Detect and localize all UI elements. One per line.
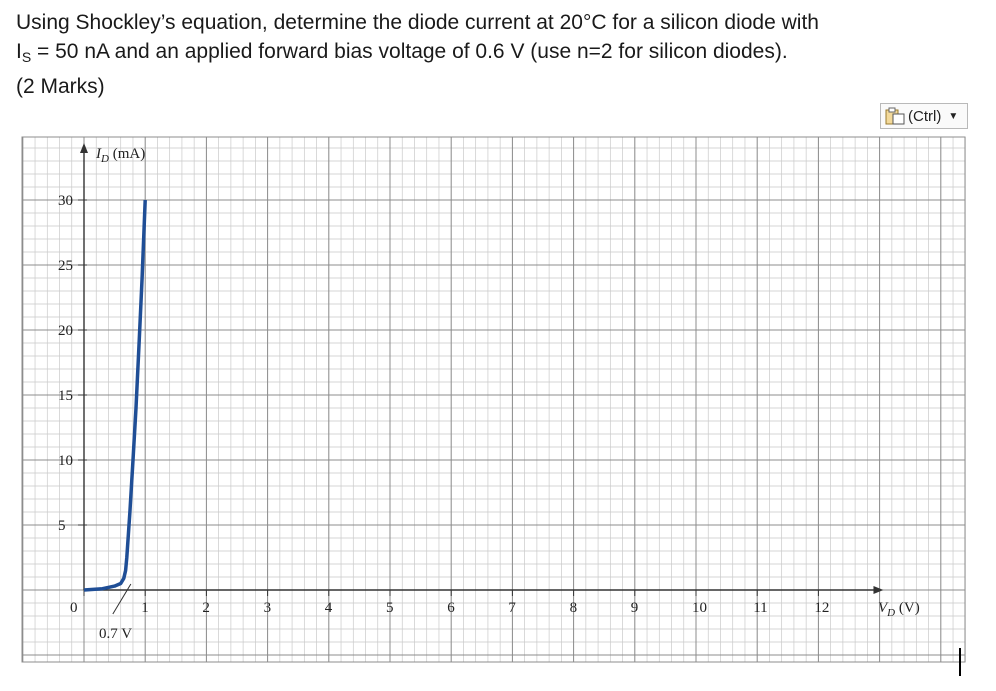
x-tick-label: 4 xyxy=(324,600,333,616)
x-tick-label: 10 xyxy=(692,600,707,616)
x-tick-label: 12 xyxy=(814,600,830,616)
x-tick-label: 11 xyxy=(753,600,768,616)
x-tick-label: 0 xyxy=(70,600,78,616)
grid-border xyxy=(22,137,965,662)
chevron-down-icon: ▼ xyxy=(948,110,959,122)
y-tick-label: 20 xyxy=(58,323,73,339)
x-tick-label: 2 xyxy=(202,600,210,616)
grid-major xyxy=(22,137,965,662)
knee-voltage-annotation: 0.7 V xyxy=(99,626,133,642)
x-tick-label: 6 xyxy=(447,600,455,616)
text-cursor xyxy=(959,648,961,676)
is-symbol: I xyxy=(16,40,22,63)
question-marks: (2 Marks) xyxy=(16,75,105,98)
y-tick-label: 15 xyxy=(58,388,73,404)
grid-fine xyxy=(22,137,965,662)
y-axis-label: $I_D$ (mA) xyxy=(96,146,146,165)
y-tick-label: 10 xyxy=(58,453,73,469)
x-tick-label: 1 xyxy=(141,600,149,616)
y-tick-label: 5 xyxy=(58,518,66,534)
annotation-leader xyxy=(113,584,131,614)
x-tick-label: 8 xyxy=(569,600,578,616)
is-subscript: S xyxy=(21,49,32,65)
question-line-2-rest: = 50 nA and an applied forward bias voltage of 0.6 V (use n=2 for silicon diodes). xyxy=(31,40,788,63)
tick-labels xyxy=(58,193,829,616)
paste-options-label: (Ctrl) xyxy=(908,107,942,125)
axes xyxy=(80,143,883,594)
x-axis-label: $V_D$ (V) xyxy=(878,600,920,619)
x-tick-label: 5 xyxy=(386,600,394,616)
x-tick-label: 9 xyxy=(630,600,639,616)
x-tick-label: 7 xyxy=(508,600,516,616)
y-tick-label: 25 xyxy=(58,258,73,274)
y-tick-label: 30 xyxy=(58,193,73,209)
x-axis-arrow xyxy=(873,586,883,594)
x-tick-label: 3 xyxy=(263,600,272,616)
question-line-1: Using Shockley’s equation, determine the diode current at 20°C for a silicon diode with xyxy=(16,11,819,34)
